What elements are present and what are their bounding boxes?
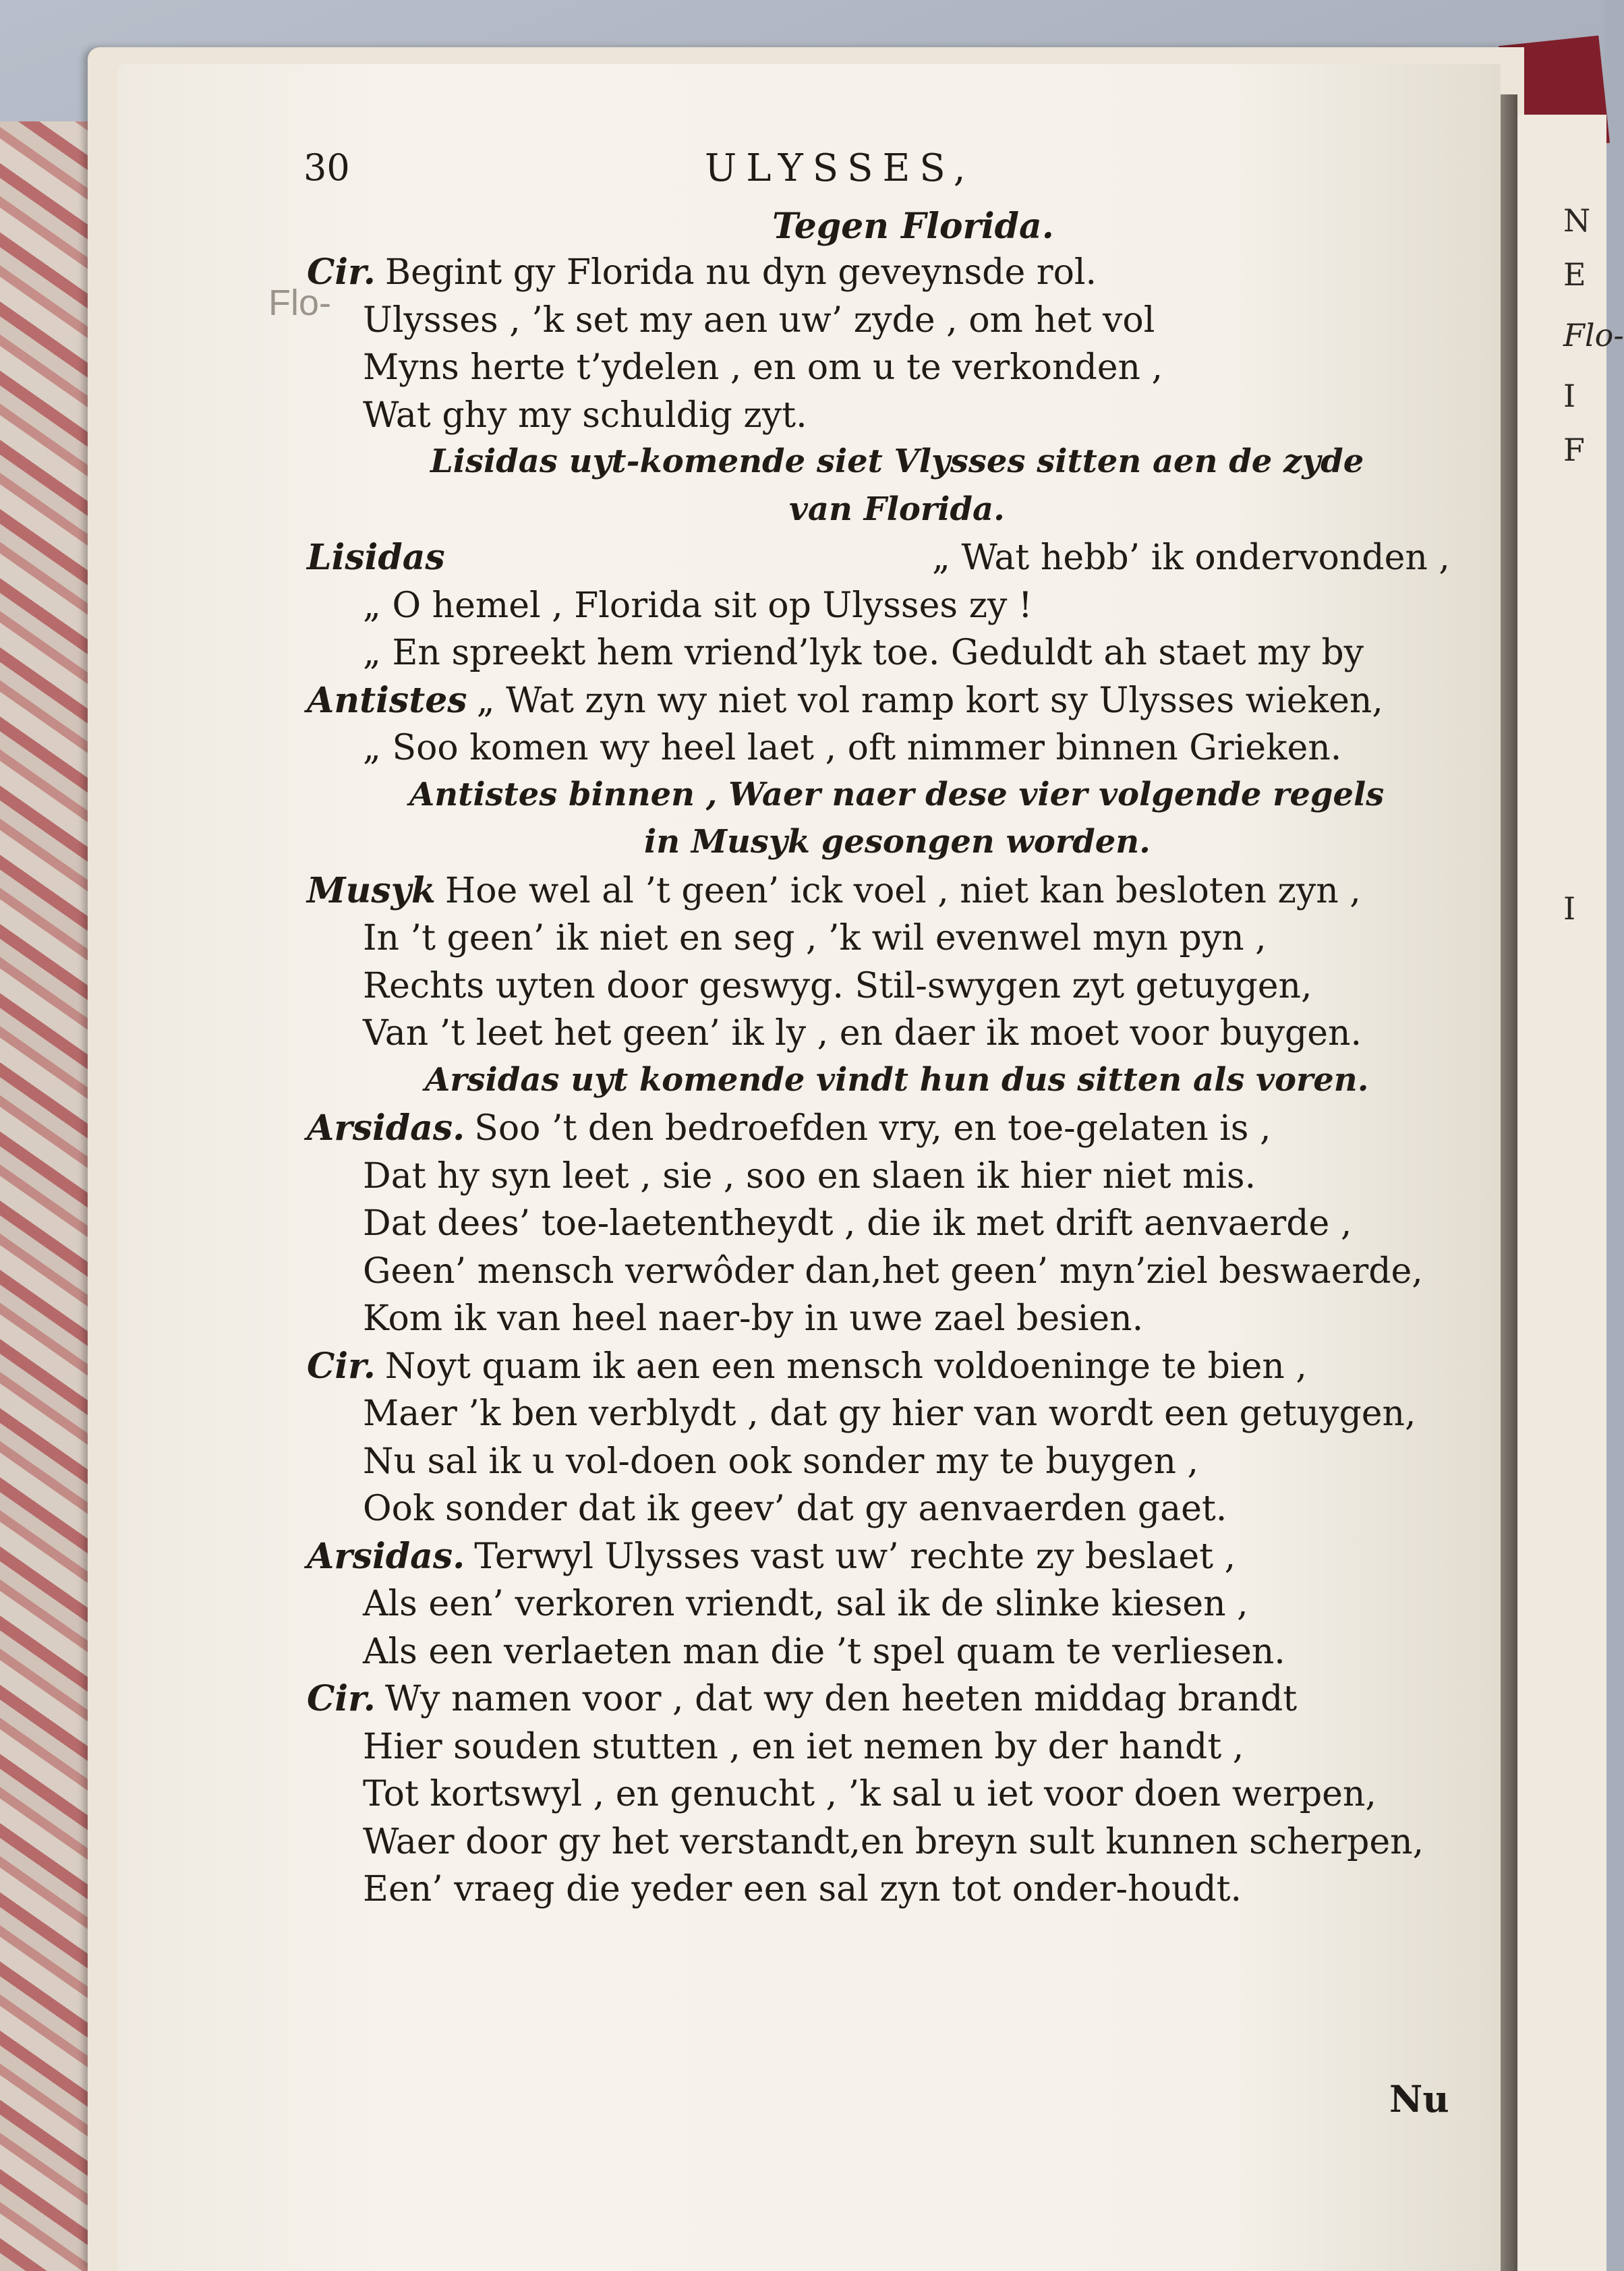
stage-direction: Tegen Florida.	[772, 206, 1054, 247]
verse-line: Dat dees’ toe-laetentheydt , die ik met drift aenvaerde ,	[363, 1203, 1352, 1244]
facing-page-fragment: E	[1563, 256, 1586, 293]
verse-line: Ook sonder dat ik geev’ dat gy aenvaerden gaet.	[363, 1489, 1227, 1529]
verse-line: Als een verlaeten man die ’t spel quam te verliesen.	[363, 1632, 1285, 1672]
verse-line: Nu sal ik u vol-doen ook sonder my te buygen ,	[363, 1441, 1199, 1482]
running-head: ULYSSES,	[705, 146, 975, 190]
stage-direction: in Musyk gesongen worden.	[644, 823, 1151, 861]
speaker-name: Arsidas.	[307, 1536, 465, 1577]
verse-line: Tot kortswyl , en genucht , ’k sal u iet voor doen werpen,	[363, 1774, 1376, 1814]
verse-line: Soo ’t den bedroefden vry, en toe-gelaten is ,	[474, 1108, 1271, 1149]
verse-line: Als een’ verkoren vriendt, sal ik de slinke kiesen ,	[363, 1584, 1248, 1624]
verse-line: Wat ghy my schuldig zyt.	[363, 395, 807, 436]
verse-line: „ Wat zyn wy niet vol ramp kort sy Ulysses wieken,	[476, 681, 1383, 721]
verse-line: In ’t geen’ ik niet en seg , ’k wil evenwel myn pyn ,	[363, 918, 1267, 958]
verse-line: Een’ vraeg die yeder een sal zyn tot onder-houdt.	[363, 1869, 1242, 1909]
verse-line: Terwyl Ulysses vast uw’ rechte zy beslaet ,	[474, 1536, 1236, 1577]
verse-line: Van ’t leet het geen’ ik ly , en daer ik moet voor buygen.	[363, 1013, 1362, 1054]
facing-page-fragment: I	[1563, 890, 1576, 927]
speaker-name: Cir.	[307, 1678, 376, 1719]
page-number: 30	[303, 146, 350, 189]
verse-line: Hier souden stutten , en iet nemen by der handt ,	[363, 1727, 1244, 1767]
book-cover-edge	[0, 121, 101, 2271]
catchword: Nu	[1389, 2077, 1449, 2121]
stage-direction: Arsidas uyt komende vindt hun dus sitten als voren.	[425, 1061, 1369, 1099]
verse-line: Noyt quam ik aen een mensch voldoeninge te bien ,	[384, 1346, 1307, 1387]
verse-line: Kom ik van heel naer-by in uwe zael besien.	[363, 1298, 1144, 1339]
speaker-name: Lisidas	[307, 537, 445, 578]
verse-line: Myns herte t’ydelen , en om u te verkonden ,	[363, 347, 1163, 388]
speaker-name: Arsidas.	[307, 1108, 465, 1149]
facing-page-fragment: F	[1563, 432, 1585, 468]
stage-direction: van Florida.	[789, 490, 1005, 528]
verse-line: „ En spreekt hem vriend’lyk toe. Geduldt ah staet my by	[363, 633, 1364, 673]
facing-page-fragment: N	[1563, 202, 1591, 239]
verse-line: Geen’ mensch verwôder dan,het geen’ myn’ziel beswaerde,	[363, 1251, 1423, 1292]
verse-line: Hoe wel al ’t geen’ ick voel , niet kan besloten zyn ,	[444, 871, 1361, 911]
margin-note: Flo-	[268, 283, 331, 323]
verse-line: „ Soo komen wy heel laet , oft nimmer binnen Grieken.	[363, 728, 1342, 768]
verse-line: Wy namen voor , dat wy den heeten middag brandt	[384, 1679, 1298, 1719]
stage-direction: Antistes binnen , Waer naer dese vier volgende regels	[409, 776, 1385, 813]
verse-line: „ O hemel , Florida sit op Ulysses zy !	[363, 585, 1033, 626]
verse-line: Maer ’k ben verblydt , dat gy hier van wordt een getuygen,	[363, 1393, 1416, 1434]
speaker-name: Musyk	[307, 870, 436, 911]
verse-line: Waer door gy het verstandt,en breyn sult kunnen scherpen,	[363, 1822, 1424, 1862]
verse-line: „ Wat hebb’ ik ondervonden ,	[932, 538, 1450, 578]
facing-page	[1514, 115, 1606, 2271]
verse-line: Rechts uyten door geswyg. Stil-swygen zyt getuygen,	[363, 966, 1312, 1006]
stage-direction: Lisidas uyt-komende siet Vlysses sitten aen de zyde	[430, 442, 1364, 480]
speaker-name: Cir.	[307, 252, 376, 293]
speaker-name: Cir.	[307, 1346, 376, 1387]
verse-line: Ulysses , ’k set my aen uw’ zyde , om het vol	[363, 300, 1155, 341]
facing-page-fragment: I	[1563, 378, 1576, 414]
facing-page-fragment: Flo-	[1563, 317, 1624, 353]
speaker-name: Antistes	[307, 680, 467, 721]
verse-line: Begint gy Florida nu dyn geveynsde rol.	[384, 252, 1097, 293]
verse-line: Dat hy syn leet , sie , soo en slaen ik hier niet mis.	[363, 1156, 1256, 1197]
